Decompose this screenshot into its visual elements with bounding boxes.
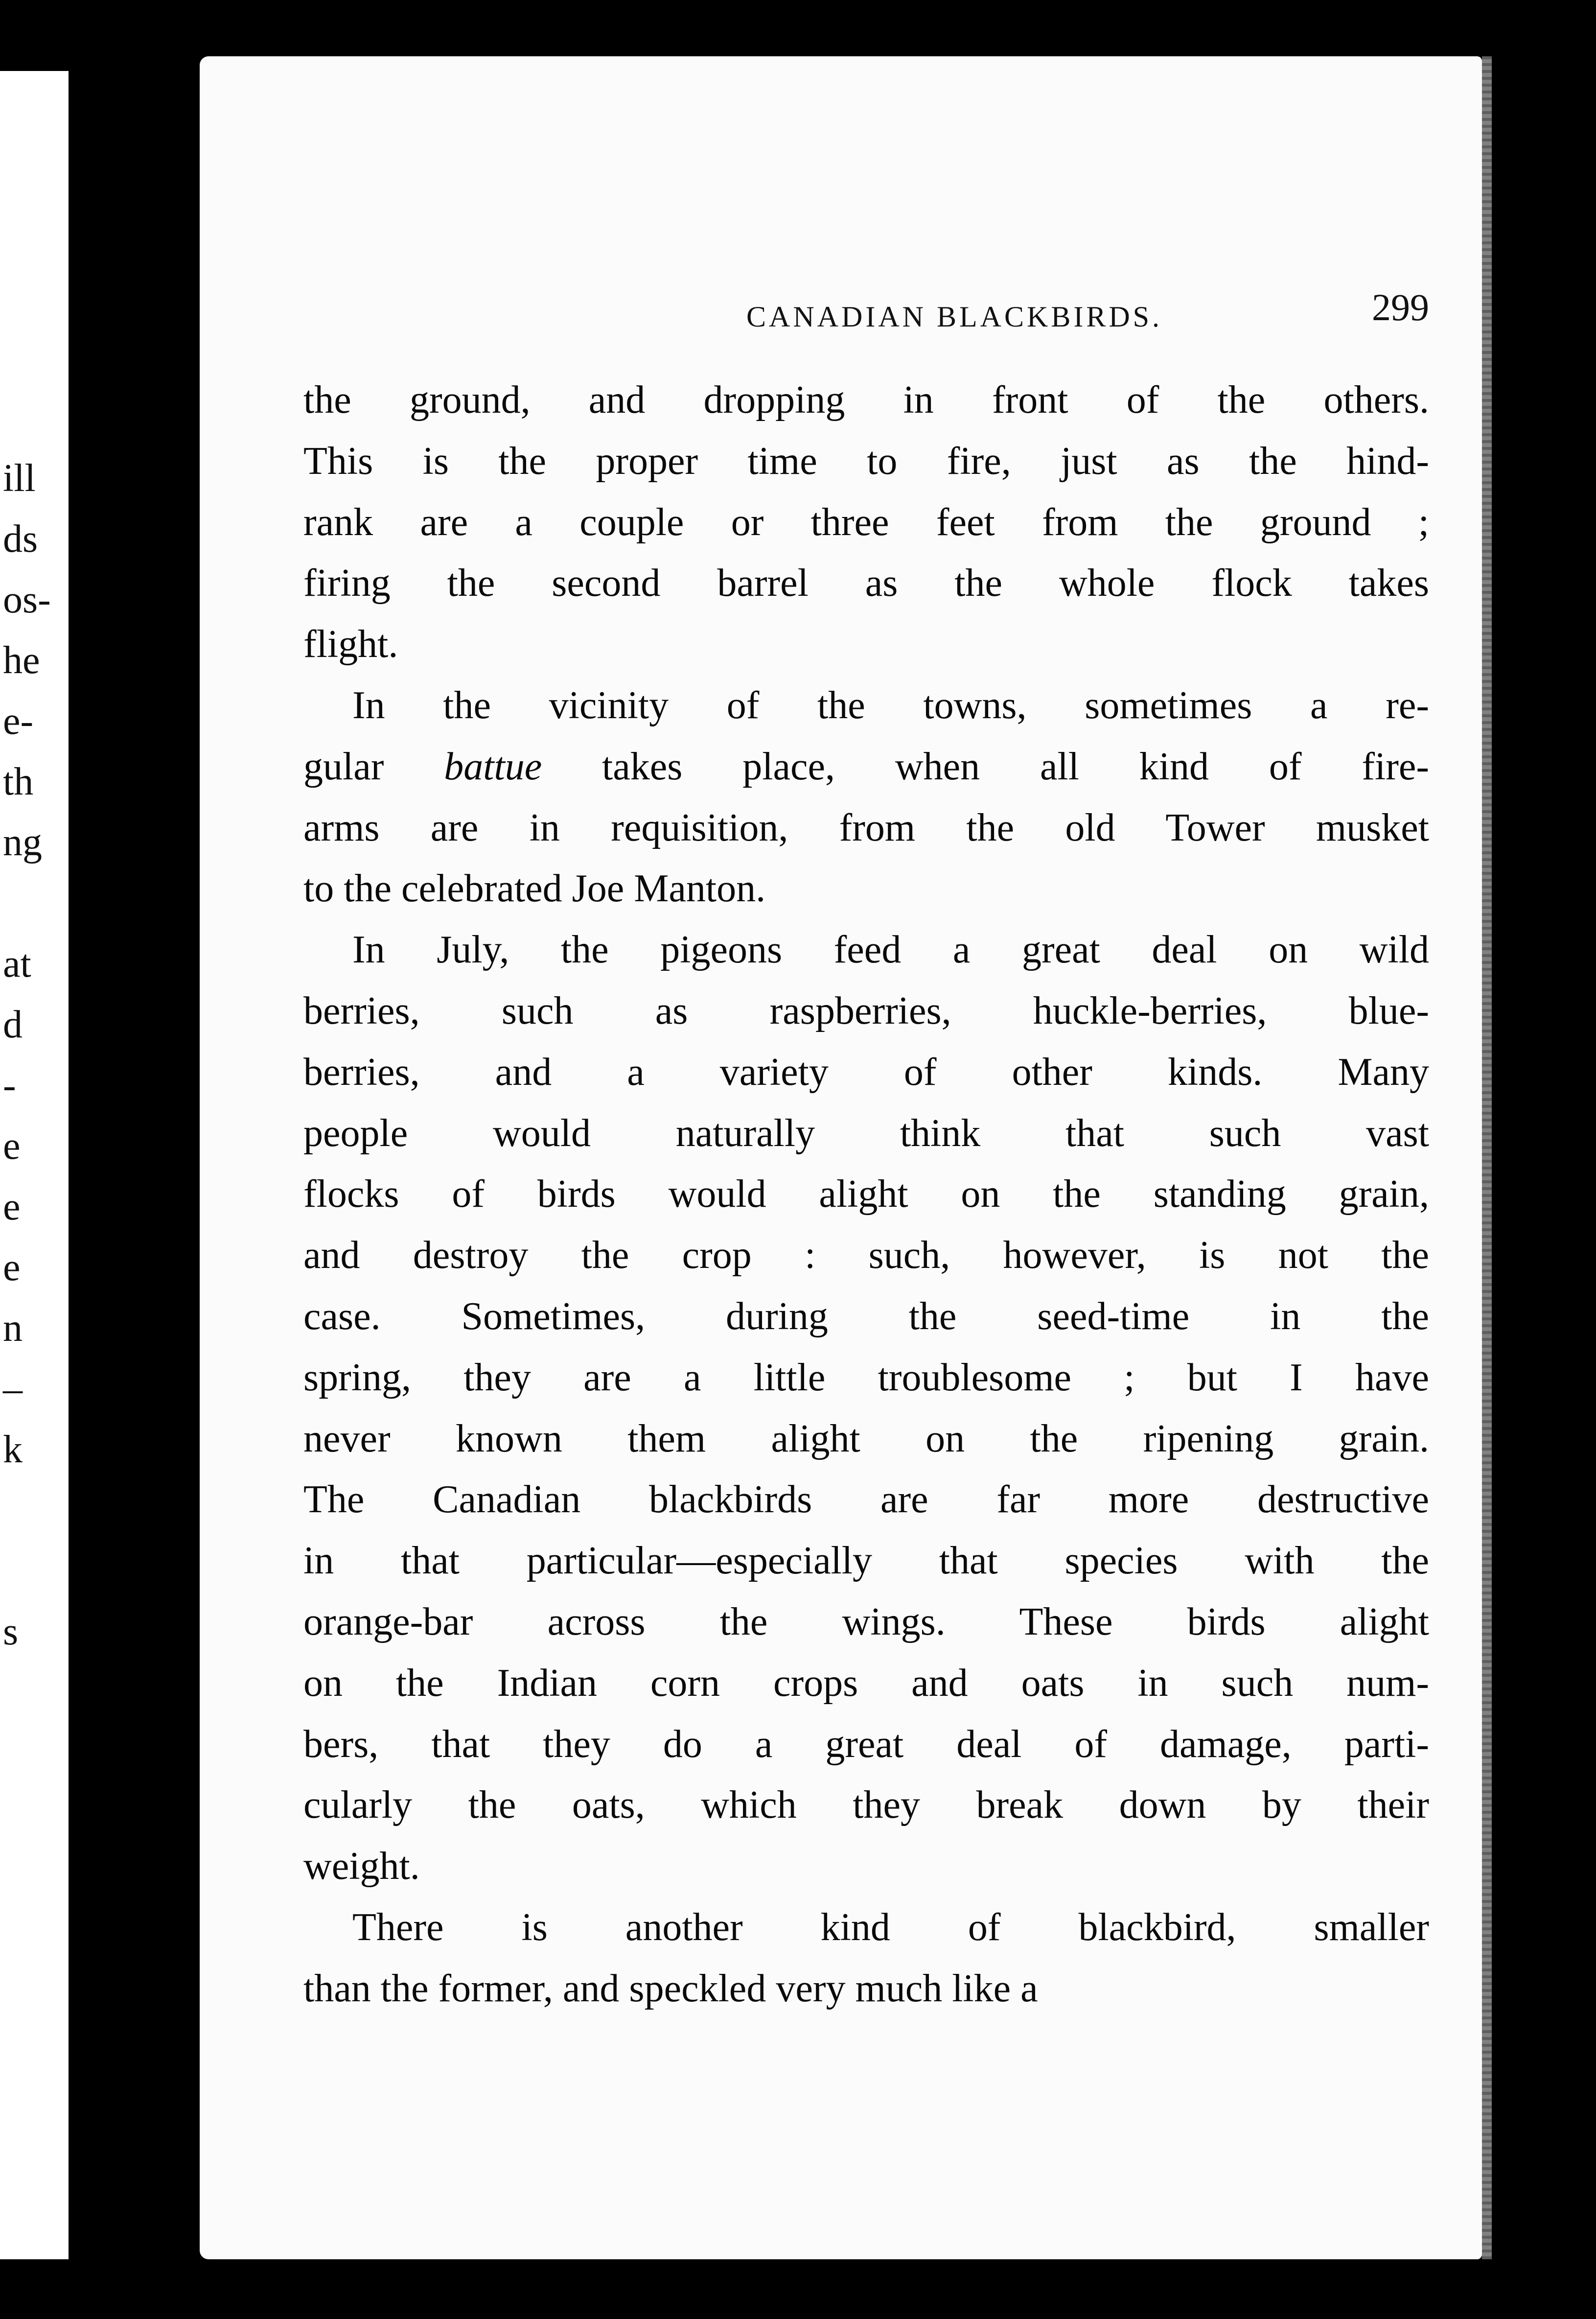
- facing-fragment: e-: [3, 700, 34, 743]
- facing-fragment: at: [3, 942, 31, 985]
- text-line: people would naturally think that such vast: [303, 1111, 1429, 1155]
- facing-fragment: th: [3, 760, 34, 803]
- facing-page-fragments: [0, 448, 69, 1662]
- text-line: In the vicinity of the towns, sometimes a re-: [352, 683, 1429, 727]
- facing-fragment: –: [3, 1367, 23, 1410]
- facing-fragment: k: [3, 1428, 23, 1471]
- text-line: in that particular—especially that species with the: [303, 1539, 1429, 1583]
- facing-fragment: -: [3, 1064, 16, 1107]
- text-line: arms are in requisition, from the old Tower musket: [303, 806, 1429, 849]
- facing-fragment: [0, 1541, 69, 1601]
- running-title: CANADIAN BLACKBIRDS.: [746, 301, 1163, 333]
- page-header: [303, 285, 1429, 339]
- text-line: rank are a couple or three feet from the ground ;: [303, 500, 1429, 544]
- text-line: bers, that they do a great deal of damage, parti-: [303, 1722, 1429, 1766]
- italic-word: battue: [444, 745, 542, 788]
- text-line: to the celebrated Joe Manton.: [303, 867, 766, 911]
- facing-fragment: [0, 873, 69, 934]
- facing-fragment: os-: [3, 578, 51, 621]
- paragraph: [303, 1897, 1429, 2019]
- text-line: flight.: [303, 623, 398, 666]
- text-line: never known them alight on the ripening grain.: [303, 1417, 1429, 1460]
- text-line: There is another kind of blackbird, smaller: [352, 1905, 1429, 1949]
- text-line: orange-bar across the wings. These birds alight: [303, 1600, 1429, 1643]
- facing-fragment: e: [3, 1246, 21, 1289]
- text-line: spring, they are a little troublesome ; but I have: [303, 1356, 1429, 1399]
- facing-fragment: e: [3, 1124, 21, 1168]
- text-line: weight.: [303, 1845, 420, 1888]
- text-line: flocks of birds would alight on the standing grain,: [303, 1172, 1429, 1216]
- facing-fragment: ng: [3, 821, 42, 864]
- text-line: berries, such as raspberries, huckle-berries, blue-: [303, 989, 1429, 1032]
- text-line: berries, and a variety of other kinds. Many: [303, 1050, 1429, 1094]
- text-line: and destroy the crop : such, however, is not the: [303, 1234, 1429, 1277]
- paragraph: [303, 675, 1429, 919]
- facing-page-edge: [0, 71, 69, 2259]
- text-line: gular battue takes place, when all kind of fire-: [303, 745, 1430, 788]
- text-line: than the former, and speckled very much like a: [303, 1967, 1038, 2010]
- text-line: This is the proper time to fire, just as the hind-: [303, 439, 1429, 483]
- facing-fragment: d: [3, 1003, 23, 1046]
- book-page: [200, 56, 1482, 2259]
- text-line: In July, the pigeons feed a great deal on wild: [352, 928, 1429, 972]
- facing-fragment: [0, 1480, 69, 1541]
- paragraph: [303, 919, 1429, 1897]
- text-line: the ground, and dropping in front of the others.: [303, 378, 1429, 422]
- text-line: The Canadian blackbirds are far more destructive: [303, 1478, 1429, 1522]
- facing-fragment: n: [3, 1307, 23, 1350]
- facing-fragment: s: [3, 1610, 19, 1653]
- facing-fragment: ill: [3, 457, 36, 500]
- paragraph: [303, 370, 1429, 675]
- body-text: [303, 370, 1429, 2019]
- facing-fragment: ds: [3, 517, 38, 561]
- page-number: 299: [1372, 286, 1429, 328]
- text-line: case. Sometimes, during the seed-time in the: [303, 1294, 1429, 1338]
- text-line: cularly the oats, which they break down by their: [303, 1783, 1429, 1827]
- facing-fragment: he: [3, 639, 40, 682]
- facing-fragment: e: [3, 1185, 21, 1228]
- text-line: on the Indian corn crops and oats in such num-: [303, 1661, 1429, 1705]
- page-edge-right: [1482, 56, 1492, 2259]
- text-line: firing the second barrel as the whole flock takes: [303, 562, 1429, 605]
